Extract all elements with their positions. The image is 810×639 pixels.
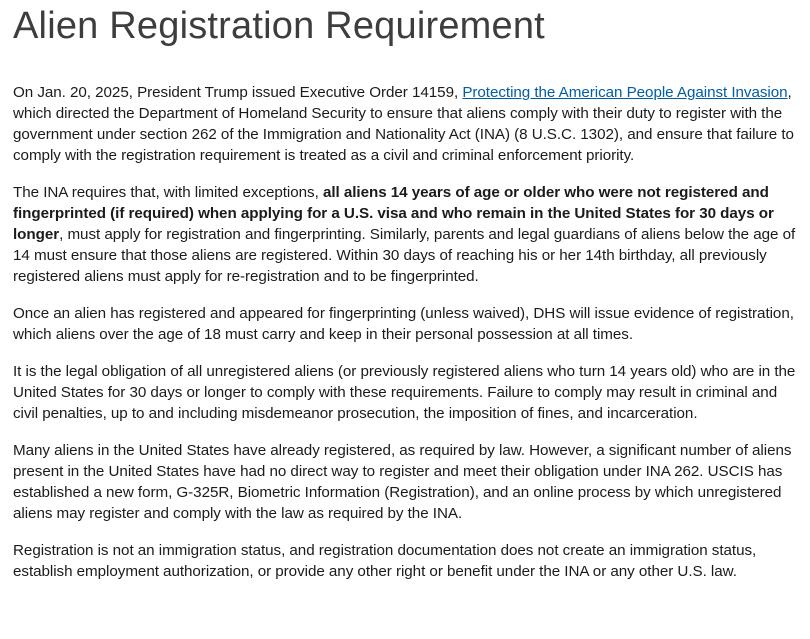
page-title: Alien Registration Requirement — [13, 5, 545, 47]
paragraph-text: The INA requires that, with limited exceptions, — [13, 184, 323, 201]
paragraph-text: , must apply for registration and fingerprinting. Similarly, parents and legal guardians of aliens below the age of 14 must ensure that those aliens are registered. Within 30 days of reaching his or her 14th birthday, all previously registered aliens must apply for re-registration and to be fingerprinted. — [13, 226, 796, 285]
paragraph-evidence-of-registration: Once an alien has registered and appeared for fingerprinting (unless waived), DHS will issue evidence of registration, which aliens over the age of 18 must carry and keep in their personal possession at all times. — [13, 305, 794, 343]
emphasis-text: all aliens 14 years of age or older who were not registered and fingerprinted (if required) when applying for a U.S. visa and who remain in the United States for 30 days or longer — [13, 184, 774, 243]
paragraph-text: On Jan. 20, 2025, President Trump issued Executive Order 14159, — [13, 84, 463, 101]
paragraph-new-form: Many aliens in the United States have already registered, as required by law. However, a significant number of aliens present in the United States have had no direct way to register and meet their obligation under INA 262. USCIS has established a new form, G-325R, Biometric Information (Registration), and an online process by which unregistered aliens may register and comply with the law as required by the INA. — [13, 442, 792, 522]
executive-order-link[interactable]: Protecting the American People Against Invasion — [462, 84, 788, 101]
paragraph-text: , which directed the Department of Homeland Security to ensure that aliens comply with their duty to register with the government under section 262 of the Immigration and Nationality Act (INA) (8 U.S.C. 1302), and ensure that failure to comply with the registration requirement is treated as a civil and criminal enforcement priority. — [13, 84, 794, 164]
paragraph-ina-requirements — [13, 182, 804, 287]
paragraph-executive-order — [13, 82, 804, 166]
paragraph-legal-obligation: It is the legal obligation of all unregistered aliens (or previously registered aliens who turn 14 years old) who are in the United States for 30 days or longer to comply with these requirements. Failure to comply may result in criminal and civil penalties, up to and including misdemeanor prosecution, the imposition of fines, and incarceration. — [13, 363, 796, 422]
paragraph-not-a-status: Registration is not an immigration status, and registration documentation does not create an immigration status, establish employment authorization, or provide any other right or benefit under the INA or any other U.S. law. — [13, 542, 757, 580]
